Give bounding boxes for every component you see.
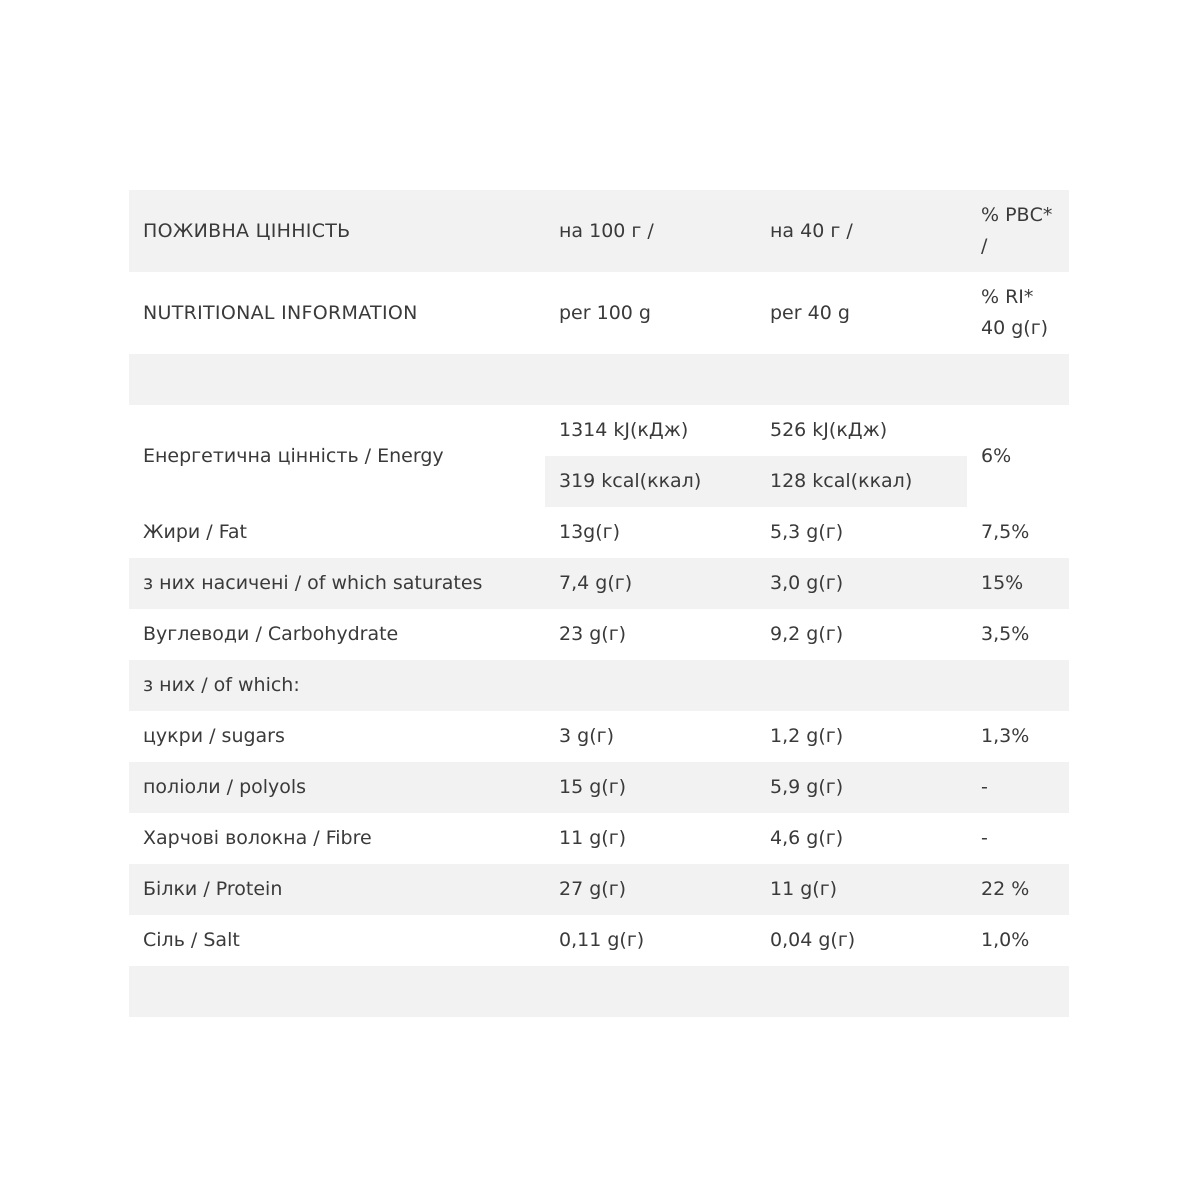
energy-label: Енергетична цінність / Energy [143,444,444,467]
row-per40: 9,2 g(г) [770,623,844,645]
header-label-ua: ПОЖИВНА ЦІННІСТЬ [129,190,545,272]
energy-kcal-per40: 128 kcal(ккал) [756,456,967,507]
nutrition-table [129,190,1069,1017]
row-label: Білки / Protein [129,864,545,915]
row-label: Вуглеводи / Carbohydrate [143,623,399,645]
row-ri: 7,5% [981,521,1030,543]
row-per100: 3 g(г) [559,725,614,747]
row-per100 [545,660,756,711]
table-row [129,609,1069,660]
row-per100: 15 g(г) [545,762,756,813]
row-ri: - [981,827,988,849]
table-row [129,762,1069,813]
row-per40: 4,6 g(г) [770,827,844,849]
row-per40 [756,660,967,711]
row-ri: 15% [967,558,1069,609]
header-ri-ua: % РВС* / [967,190,1069,272]
header-label-en: NUTRITIONAL INFORMATION [143,301,418,324]
row-ri: 1,3% [981,725,1030,747]
row-label: поліоли / polyols [129,762,545,813]
spacer-row [129,966,1069,1017]
header-per40-ua: на 40 г / [756,190,967,272]
table-row [129,813,1069,864]
row-label: з них / of which: [129,660,545,711]
row-per40: 5,9 g(г) [756,762,967,813]
energy-kj-per40: 526 kJ(кДж) [756,405,967,456]
row-label: Жири / Fat [143,521,247,543]
table-row [129,711,1069,762]
row-label: Харчові волокна / Fibre [143,827,372,849]
row-per100: 11 g(г) [559,827,627,849]
header-per100-en: per 100 g [559,301,651,324]
header-per100-ua: на 100 г / [545,190,756,272]
row-per40: 3,0 g(г) [756,558,967,609]
table-row [129,507,1069,558]
table-row [129,660,1069,711]
row-per40: 5,3 g(г) [770,521,844,543]
row-ri: 1,0% [981,929,1030,951]
spacer-row [129,354,1069,405]
row-label: Сіль / Salt [143,929,240,951]
row-ri [967,660,1069,711]
row-per40: 11 g(г) [756,864,967,915]
row-per100: 0,11 g(г) [559,929,645,951]
row-per40: 0,04 g(г) [770,929,856,951]
energy-kcal-per100: 319 kcal(ккал) [545,456,756,507]
row-ri: - [967,762,1069,813]
row-label: з них насичені / of which saturates [129,558,545,609]
row-ri: 3,5% [981,623,1030,645]
energy-row-kj [129,405,1069,456]
table-row [129,915,1069,966]
row-per100: 23 g(г) [559,623,627,645]
header-ri-en: % RI* 40 g(г) [981,286,1049,339]
table-row [129,864,1069,915]
energy-ri: 6% [981,444,1012,467]
row-ri: 22 % [967,864,1069,915]
table-row [129,558,1069,609]
row-per100: 13g(г) [559,521,621,543]
row-per100: 27 g(г) [545,864,756,915]
row-label: цукри / sugars [143,725,285,747]
header-row-en [129,272,1069,354]
header-per40-en: per 40 g [770,301,850,324]
row-per100: 7,4 g(г) [545,558,756,609]
energy-kj-per100: 1314 kJ(кДж) [545,405,756,456]
header-row-ua [129,190,1069,272]
row-per40: 1,2 g(г) [770,725,844,747]
